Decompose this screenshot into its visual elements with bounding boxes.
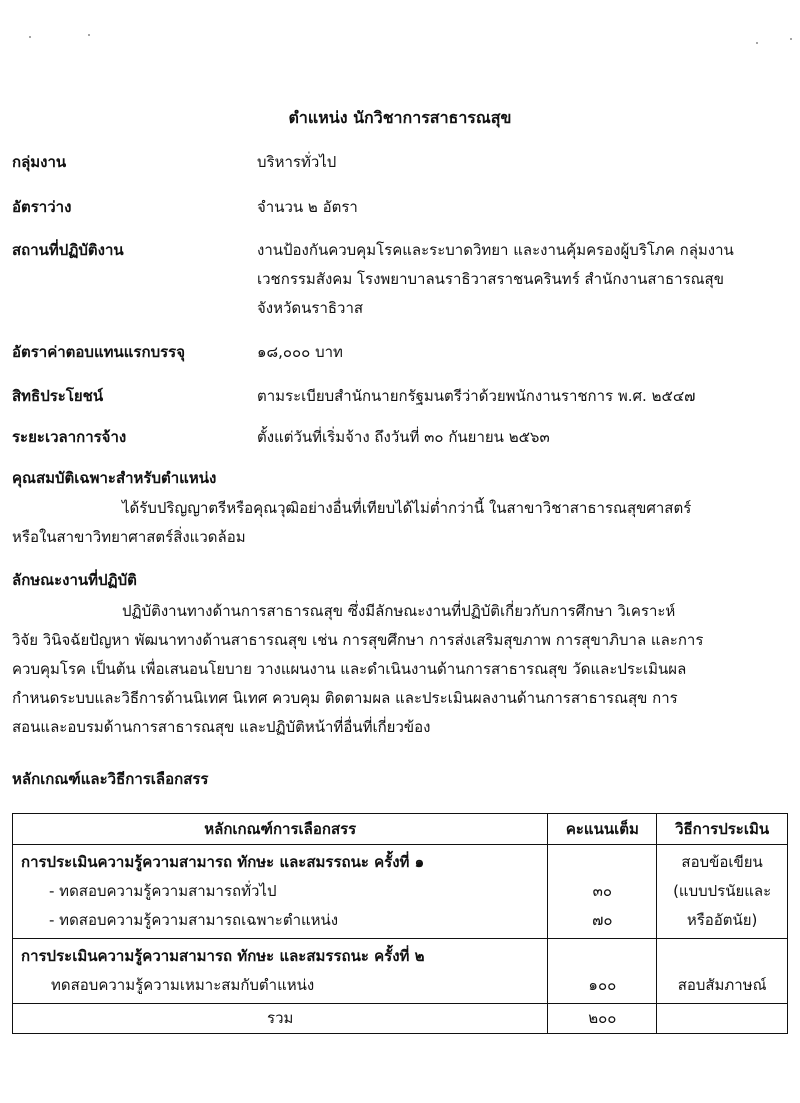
empty-cell	[657, 1004, 788, 1034]
method-cell	[657, 845, 788, 939]
field-value: ๑๘,๐๐๐ บาท	[257, 343, 343, 361]
qualifications-heading: คุณสมบัติเฉพาะสำหรับตำแหน่ง	[12, 469, 217, 487]
field-value: จำนวน ๒ อัตรา	[257, 198, 358, 216]
round2-score: ๑๐๐	[588, 976, 617, 994]
round2-title: การประเมินความรู้ความสามารถ ทักษะ และสมรรถนะ ครั้งที่ ๒	[21, 947, 425, 965]
criteria-cell	[13, 845, 548, 939]
column-header: หลักเกณฑ์การเลือกสรร	[13, 814, 548, 845]
round1-title: การประเมินความรู้ความสามารถ ทักษะ และสมรรถนะ ครั้งที่ ๑	[21, 853, 425, 871]
round1-method: (แบบปรนัยและ	[673, 882, 772, 900]
round1-method: หรืออัตนัย)	[686, 911, 758, 929]
method-cell	[657, 939, 788, 1004]
duties-heading: ลักษณะงานที่ปฏิบัติ	[12, 571, 137, 589]
column-header: คะแนนเต็ม	[548, 814, 657, 845]
duties-text: ปฏิบัติงานทางด้านการสาธารณสุข ซึ่งมีลักษณะงานที่ปฏิบัติเกี่ยวกับการศึกษา วิเคราะห์ วิจัย วินิจฉัยปัญหา พัฒนาทางด้านสาธารณสุข เช่น การสุขศึกษา การส่งเสริมสุขภาพ การสุขาภิบาล และการ ควบคุมโรค เป็นต้น เพื่อเสนอนโยบาย วางแผนงาน และดำเนินงานด้านการสาธารณสุข วัดและประเมินผล กำหนดระบบและวิธีการด้านนิเทศ นิเทศ ควบคุม ติดตามผล และประเมินผลงานด้านการสาธารณสุข การ สอนและอบรมด้านการสาธารณสุข และปฏิบัติหน้าที่อื่นที่เกี่ยวข้อง	[12, 602, 704, 736]
table-header-row	[13, 814, 788, 845]
field-value: ตั้งแต่วันที่เริ่มจ้าง ถึงวันที่ ๓๐ กันยายน ๒๕๖๓	[257, 428, 550, 446]
table-row	[13, 939, 788, 1004]
total-score-cell: ๒๐๐	[548, 1004, 657, 1034]
field-label: สถานที่ปฏิบัติงาน	[12, 241, 124, 259]
field-label: สิทธิประโยชน์	[12, 387, 104, 405]
field-label: อัตราค่าตอบแทนแรกบรรจุ	[12, 343, 185, 361]
selection-criteria-table	[12, 813, 788, 1034]
field-label: อัตราว่าง	[12, 198, 72, 216]
total-label-cell: รวม	[13, 1004, 548, 1034]
round2-item: ทดสอบความรู้ความเหมาะสมกับตำแหน่ง	[51, 976, 315, 994]
scan-speck	[756, 42, 758, 44]
qualifications-text: ได้รับปริญญาตรีหรือคุณวุฒิอย่างอื่นที่เทียบได้ไม่ต่ำกว่านี้ ในสาขาวิชาสาธารณสุขศาสตร์ หรือในสาขาวิทยาศาสตร์สิ่งแวดล้อม	[12, 499, 692, 546]
field-label: กลุ่มงาน	[12, 153, 67, 171]
field-value: งานป้องกันควบคุมโรคและระบาดวิทยา และงานคุ้มครองผู้บริโภค กลุ่มงาน เวชกรรมสังคม โรงพยาบาลนราธิวาสราชนครินทร์ สำนักงานสาธารณสุข จังหวัดนราธิวาส	[257, 241, 734, 317]
score-cell	[548, 845, 657, 939]
field-label: ระยะเวลาการจ้าง	[12, 428, 127, 446]
column-header: วิธีการประเมิน	[657, 814, 788, 845]
table-row	[13, 845, 788, 939]
round1-item: - ทดสอบความรู้ความสามารถทั่วไป	[49, 882, 277, 900]
scan-speck	[88, 34, 90, 36]
scan-speck	[29, 36, 31, 38]
position-title: ตำแหน่ง นักวิชาการสาธารณสุข	[288, 108, 512, 127]
field-value: บริหารทั่วไป	[257, 153, 337, 171]
table-total-row	[13, 1004, 788, 1034]
round2-method: สอบสัมภาษณ์	[677, 976, 767, 994]
criteria-cell	[13, 939, 548, 1004]
round1-score: ๓๐	[592, 882, 613, 900]
field-value: ตามระเบียบสำนักนายกรัฐมนตรีว่าด้วยพนักงานราชการ พ.ศ. ๒๕๔๗	[257, 387, 696, 405]
round1-item: - ทดสอบความรู้ความสามารถเฉพาะตำแหน่ง	[49, 911, 339, 929]
scan-speck	[790, 38, 792, 40]
selection-heading: หลักเกณฑ์และวิธีการเลือกสรร	[12, 770, 209, 788]
score-cell	[548, 939, 657, 1004]
round1-score: ๗๐	[592, 911, 613, 929]
round1-method: สอบข้อเขียน	[681, 853, 763, 871]
